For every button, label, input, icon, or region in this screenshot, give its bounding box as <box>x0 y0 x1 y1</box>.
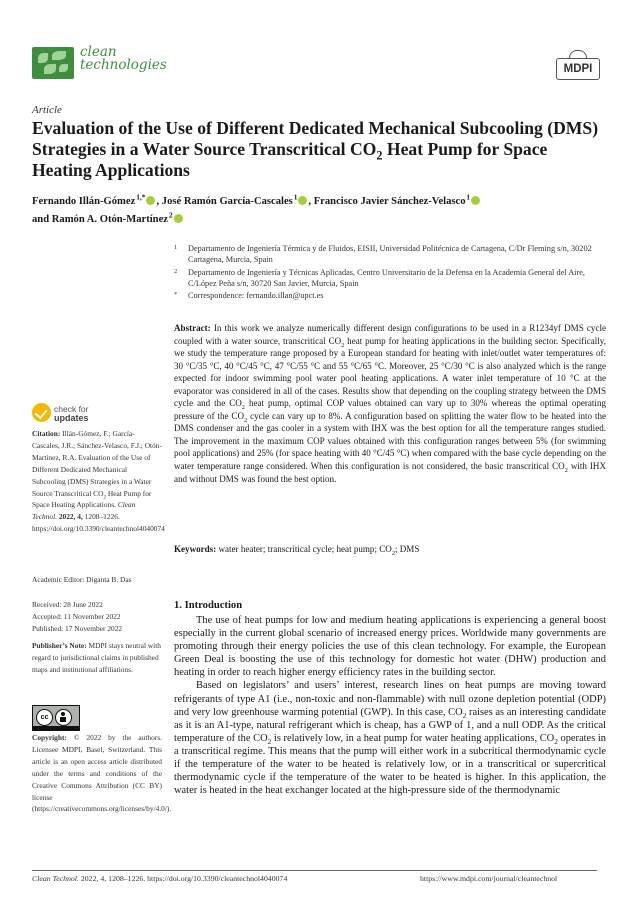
copyright: Copyright: © 2022 by the authors. Licensee MDPI, Basel, Switzerland. This article is an open access article distributed under the terms and conditions of the Creative Commons Attribution (CC BY) license (https://creativecommons.org/licenses/by/4.0/). <box>32 733 172 814</box>
publisher-note: Publisher’s Note: MDPI stays neutral with regard to jurisdictional claims in published maps and institutional affiliations. <box>32 641 161 674</box>
journal-logo <box>32 47 74 79</box>
doi-link[interactable]: 1208–1226. https://doi.org/10.3390/cleantechnol4040074 <box>32 512 165 534</box>
introduction-body <box>174 614 606 797</box>
author-name: José Ramón García-Cascales <box>161 196 293 207</box>
cc-by-license-icon[interactable]: cc <box>32 705 80 731</box>
author-name: Ramón A. Otón-Martínez <box>51 214 168 225</box>
author-name: Francisco Javier Sánchez-Velasco <box>313 196 466 207</box>
author-list: Fernando Illán-Gómez $^{1,*}$ , José Ramón García-Cascales $^1$ , Francisco Javier Sánchez-Velasco $^1$ and Ramón A. Otón-Martínez $^2$ <box>32 193 607 229</box>
affiliation-item: 2 Departamento de Ingeniería y Técnicas Aplicadas, Centro Universitario de la Defensa en la Academia General del Aire, C/López Peña s/n, 30720 San Javier, Murcia, Spain <box>174 267 586 288</box>
publication-dates <box>32 599 162 635</box>
citation: Citation: Illán-Gómez, F.; García-Cascales, J.R.; Sánchez-Velasco, F.J.; Otón-Martínez, R.A. Evaluation of the Use of Different Dedicated Mechanical Subcooling (DMS) Strategies in a Water Source Transcritical $CO_2$ Heat Pump for Space Heating Applications. Clean Technol. 2022, 4, 1208–1226. https://doi.org/10.3390/cleantechnol4040074 <box>32 429 165 534</box>
section-heading: 1. Introduction <box>174 600 243 611</box>
abstract: Abstract: In this work we analyze numerically different design configurations to be used in a R1234yf DMS cycle coupled with a water source, transcritical $CO_2$ heat pump for heating applications in the building sector. Specifically, we study the temperature range proposed by a European standard for heating with inlet/outlet water temperatures of: 30 °C/35 °C, 40 °C/45 °C, 47 °C/55 °C and 55 °C/65 °C. Moreover, 25 °C/30 °C is also analyzed which is the range expected for indoor swimming pool water pool heating applications. A water inlet temperature of 10 °C at the evaporator was considered in all of the cases. Results show that depending on the coupling strategy between the DMS cycle and the $CO_2$ heat pump, optimal COP values obtained can vary up to 30% whereas the optimal operating pressure of the $CO_2$ cycle can vary up to 8%. A configuration based on splitting the water flow to be heated into the DMS condenser and the gas cooler in a system with IHX was the best option for all the temperature ranges studied. The improvement in the maximum COP values obtained with this configuration ranges between 5% (for swimming pool applications) and 25% (for space heating with 40 °C/45 °C) when compared with the base cycle depending on the water temperature range considered. When this configuration is not considered, the basic transcritical $CO_2$ with IHX and without DMS was found the best option. <box>174 323 606 484</box>
article-type: Article <box>32 104 62 116</box>
academic-editor: Academic Editor: Diganta B. Das <box>32 575 132 584</box>
keywords: Keywords: water heater; transcritical cycle; heat pump; $CO_2$; DMS <box>174 544 420 557</box>
footer-divider <box>32 870 597 871</box>
correspondence[interactable]: * Correspondence: fernando.illan@upct.es <box>174 291 324 301</box>
paragraph: The use of heat pumps for low and medium heating applications is experiencing a general boost especially in the current global scenario of increased energy prices. Worldwide many governments are promoting through their energy policies the use of this clean technology. For example, the European Green Deal is boosting the use of this technology for domestic hot water (DHW) production and heating in order to reach higher energy efficiency rates in the building sector. <box>174 615 606 679</box>
orcid-icon[interactable] <box>146 196 155 205</box>
journal-name: clean technologies <box>80 44 167 73</box>
author-name: Fernando Illán-Gómez <box>32 196 136 207</box>
orcid-icon[interactable] <box>471 196 480 205</box>
paragraph: Based on legislators’ and users’ interest, research lines on heat pumps are moving toward refrigerants of type A1 (i.e., non-toxic and non-flammable) with null ozone depletion potential (ODP) and very low greenhouse warming potential (GWP). In this case, $CO_2$ raises as an interesting candidate as it is an A1-type, natural refrigerant which is cheap, has a GWP of 1, and a null ODP. As the critical temperature of the $CO_2$ is relatively low, in a heat pump for water heating applications, $CO_2$ operates in a transcritical regime. This means that the pump will either work in a subcritical thermodynamic cycle if the temperature of the water to be heated is relatively low, or in a transcritical or supercritical thermodynamic cycle if the temperature of the water to be heated is higher. In this application, the water is heated in the heat exchanger located at the high-pressure side of the thermodynamic <box>174 680 607 797</box>
footer-citation: Clean Technol. 2022, 4, 1208–1226. https://doi.org/10.3390/cleantechnol4040074 <box>32 874 288 883</box>
affiliation-item: 1 Departamento de Ingeniería Térmica y de Fluidos, EISII, Universidad Politécnica de Cartagena, C/Dr Fleming s/n, 30202 Cartagena, Murcia, Spain <box>174 244 592 265</box>
affiliations <box>174 243 606 302</box>
published-date: Published: 17 November 2022 <box>32 624 123 633</box>
publisher-logo: MDPI <box>556 58 600 80</box>
footer-journal-link[interactable]: https://www.mdpi.com/journal/cleantechnol <box>420 874 558 883</box>
check-badge-icon <box>32 403 51 422</box>
orcid-icon[interactable] <box>298 196 307 205</box>
accepted-date: Accepted: 11 November 2022 <box>32 612 121 621</box>
orcid-icon[interactable] <box>174 214 183 223</box>
received-date: Received: 28 June 2022 <box>32 600 103 609</box>
check-for-updates-button[interactable]: check for updates <box>32 401 122 429</box>
article-title: Evaluation of the Use of Different Dedicated Mechanical Subcooling (DMS) Strategies in a Water Source Transcritical $CO_2$ Heat Pump for Space Heating Applications <box>32 118 599 180</box>
